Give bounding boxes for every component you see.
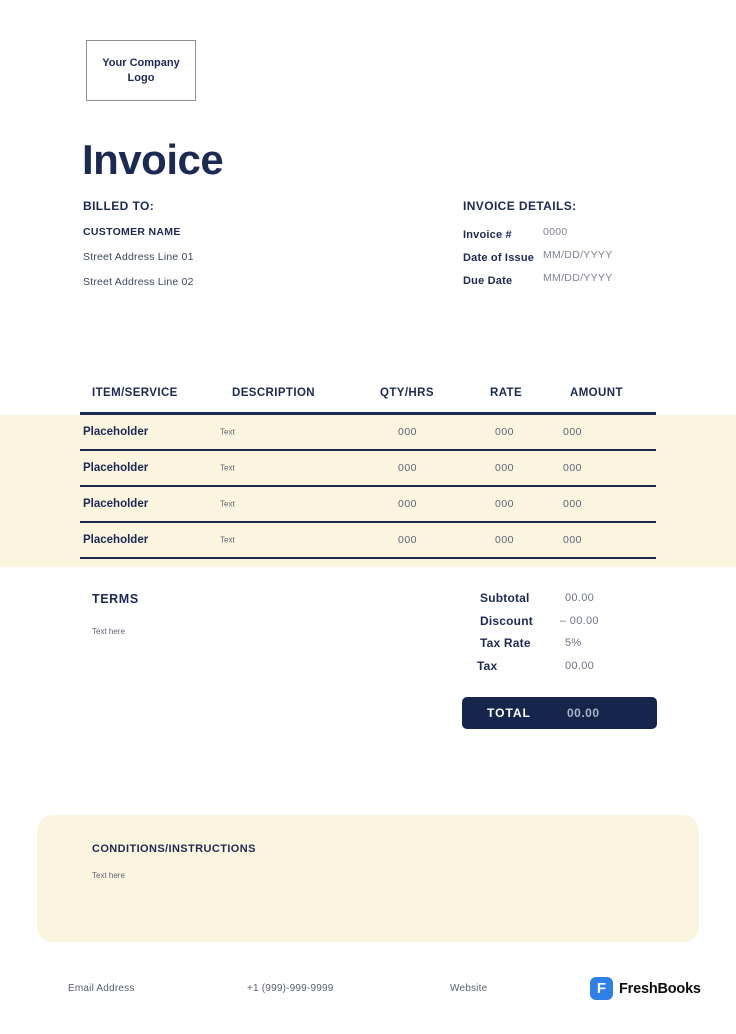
due-date-label: Due Date (463, 275, 513, 287)
address-line-1: Street Address Line 01 (83, 251, 194, 263)
qty-cell: 000 (398, 534, 418, 546)
qty-cell: 000 (398, 462, 418, 474)
invoice-number-row (463, 225, 577, 248)
items-table-header (0, 387, 736, 403)
billed-to-heading: BILLED TO: (83, 199, 155, 213)
date-of-issue-row (463, 248, 613, 271)
total-label: TOTAL (487, 706, 531, 720)
items-table-body (0, 415, 736, 567)
footer (0, 975, 736, 1015)
freshbooks-logo[interactable] (590, 977, 701, 1000)
col-header-amount: AMOUNT (570, 387, 623, 399)
rate-cell: 000 (495, 534, 515, 546)
date-of-issue-value: MM/DD/YYYY (543, 249, 613, 261)
conditions-heading: CONDITIONS/INSTRUCTIONS (92, 843, 256, 855)
col-header-item-service: ITEM/SERVICE (92, 387, 178, 399)
table-row (80, 523, 656, 559)
total-value: 00.00 (567, 706, 600, 720)
tax-rate-label: Tax Rate (480, 636, 531, 650)
due-date-row (463, 271, 613, 294)
total-bar (462, 697, 657, 729)
date-of-issue-label: Date of Issue (463, 252, 535, 264)
terms-heading: TERMS (92, 592, 139, 606)
tax-value: 00.00 (565, 659, 595, 672)
table-row (80, 451, 656, 487)
page-title: Invoice (82, 136, 224, 183)
col-header-description: DESCRIPTION (232, 387, 315, 399)
amount-cell: 000 (563, 462, 583, 474)
totals-section (462, 591, 657, 681)
table-row (80, 487, 656, 523)
invoice-details-section (463, 199, 613, 294)
table-row (80, 415, 656, 451)
col-header-qty-hrs: QTY/HRS (380, 387, 434, 399)
qty-cell: 000 (398, 426, 418, 438)
invoice-number-value: 0000 (543, 226, 568, 238)
rate-cell: 000 (495, 426, 515, 438)
qty-cell: 000 (398, 498, 418, 510)
terms-body: Text here (92, 627, 125, 636)
description-cell: Text (220, 535, 235, 545)
tax-rate-row (462, 636, 657, 659)
discount-row (462, 614, 657, 637)
description-cell: Text (220, 427, 235, 437)
footer-email: Email Address (68, 983, 135, 994)
subtotal-label: Subtotal (480, 591, 530, 605)
customer-name: CUSTOMER NAME (83, 226, 181, 238)
item-cell: Placeholder (83, 498, 149, 510)
subtotal-row (462, 591, 657, 614)
item-cell: Placeholder (83, 534, 149, 546)
conditions-body: Text here (92, 871, 125, 880)
freshbooks-logo-text: FreshBooks (619, 980, 701, 997)
rate-cell: 000 (495, 498, 515, 510)
rate-cell: 000 (495, 462, 515, 474)
address-line-2: Street Address Line 02 (83, 276, 194, 288)
footer-phone: +1 (999)-999-9999 (247, 983, 334, 994)
terms-section (92, 592, 139, 636)
freshbooks-logo-icon: F (590, 977, 613, 1000)
discount-value: – 00.00 (560, 614, 599, 627)
item-cell: Placeholder (83, 462, 149, 474)
company-logo-box (86, 40, 196, 101)
description-cell: Text (220, 499, 235, 509)
subtotal-value: 00.00 (565, 592, 595, 604)
invoice-number-label: Invoice # (463, 229, 512, 241)
due-date-value: MM/DD/YYYY (543, 272, 613, 284)
tax-label: Tax (477, 658, 498, 673)
amount-cell: 000 (563, 426, 583, 438)
invoice-details-heading: INVOICE DETAILS: (463, 199, 577, 213)
tax-row (462, 659, 657, 682)
conditions-section (37, 815, 699, 942)
company-logo-text: Your Company Logo (102, 56, 180, 84)
billed-to-section (83, 199, 194, 288)
amount-cell: 000 (563, 534, 583, 546)
amount-cell: 000 (563, 498, 583, 510)
description-cell: Text (220, 463, 235, 473)
col-header-rate: RATE (490, 387, 523, 399)
footer-website: Website (450, 983, 488, 994)
tax-rate-value: 5% (565, 637, 582, 649)
item-cell: Placeholder (83, 426, 149, 438)
discount-label: Discount (480, 613, 533, 628)
